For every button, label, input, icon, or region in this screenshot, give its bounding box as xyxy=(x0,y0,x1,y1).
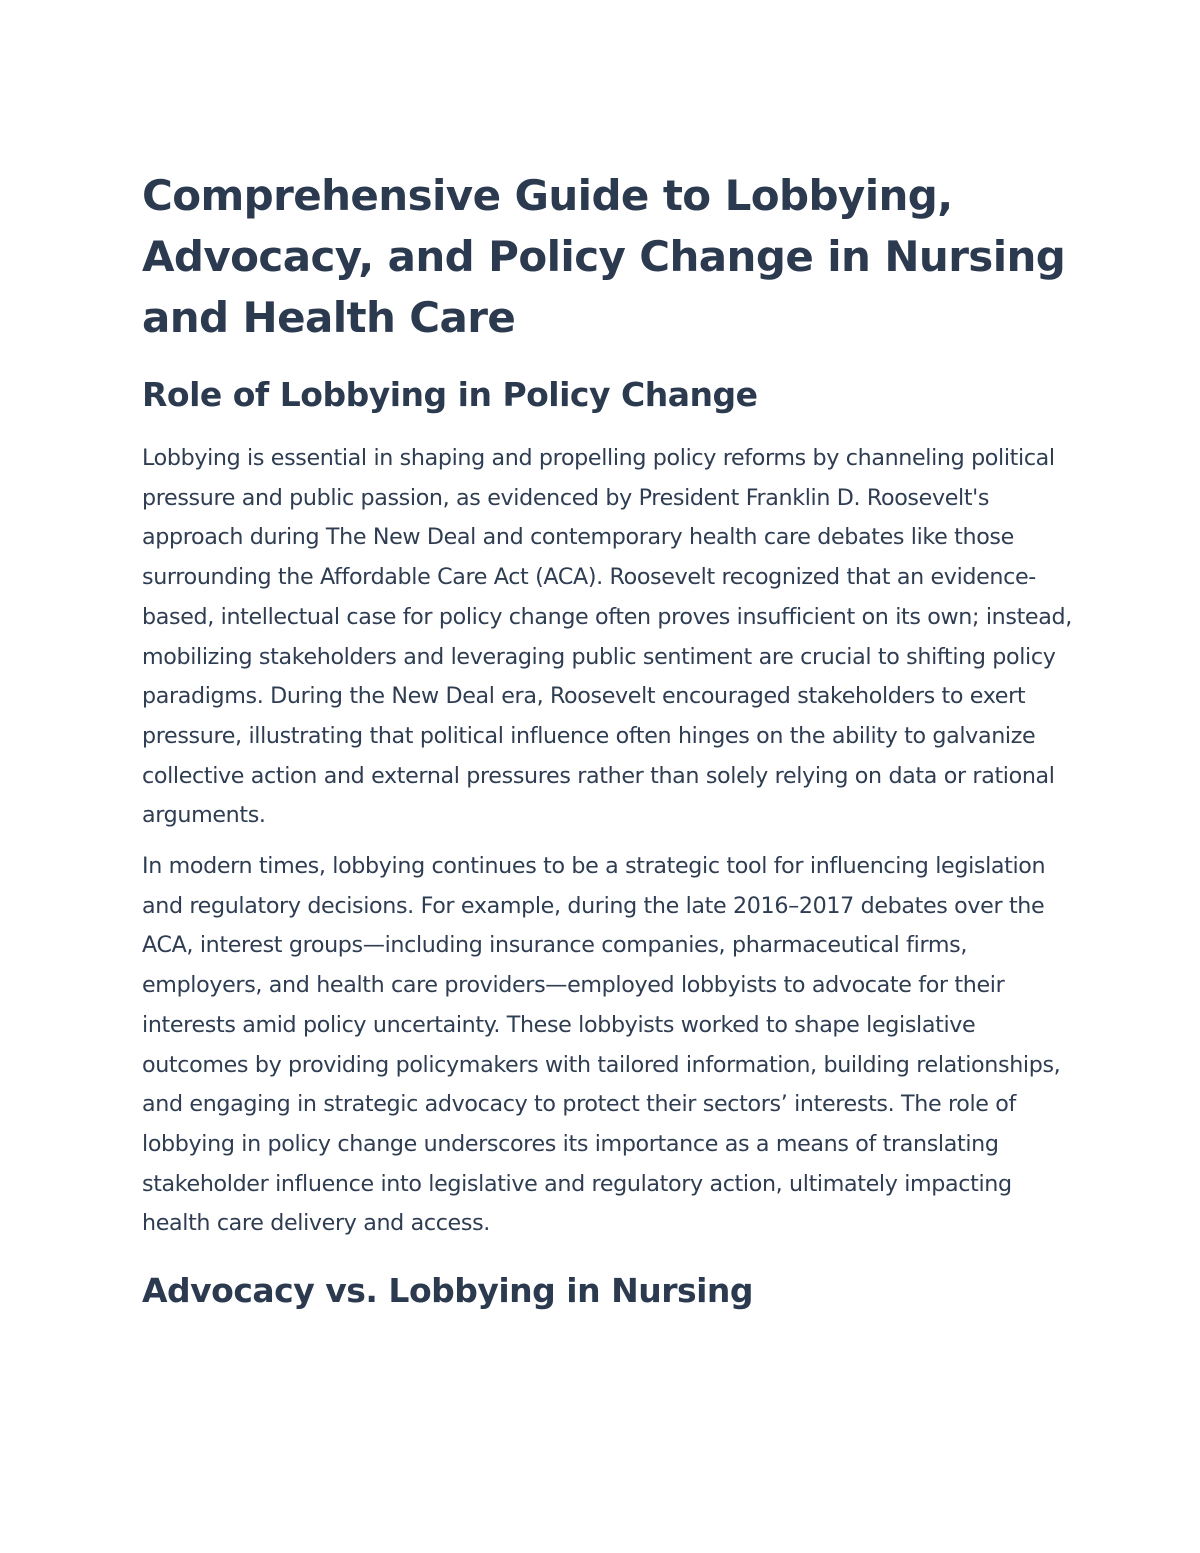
paragraph-roosevelt: Lobbying is essential in shaping and propelling policy reforms by channeling political pressure and public passion, as evidenced by President Franklin D. Roosevelt's approach during The New Deal and contemporary health care debates like those surrounding the Affordable Care Act (ACA). Roosevelt recognized that an evidence-based, intellectual case for policy change often proves insufficient on its own; instead, mobilizing stakeholders and leveraging public sentiment are crucial to shifting policy paradigms. During the New Deal era, Roosevelt encouraged stakeholders to exert pressure, illustrating that political influence often hinges on the ability to galvanize collective action and external pressures rather than solely relying on data or rational arguments. xyxy=(142,445,1072,829)
document-page xyxy=(142,165,1072,1313)
document-title: Comprehensive Guide to Lobbying, Advocacy, and Policy Change in Nursing and Health Care xyxy=(142,171,1066,342)
section-heading-role-of-lobbying: Role of Lobbying in Policy Change xyxy=(142,375,758,414)
section-heading-advocacy-vs-lobbying: Advocacy vs. Lobbying in Nursing xyxy=(142,1271,754,1311)
paragraph-modern-lobbying: In modern times, lobbying continues to be a strategic tool for influencing legislation and regulatory decisions. For example, during the late 2016–2017 debates over the ACA, interest groups—including insurance companies, pharmaceutical firms, employers, and health care providers—employed lobbyists to advocate for their interests amid policy uncertainty. These lobbyists worked to shape legislative outcomes by providing policymakers with tailored information, building relationships, and engaging in strategic advocacy to protect their sectors’ interests. The role of lobbying in policy change underscores its importance as a means of translating stakeholder influence into legislative and regulatory action, ultimately impacting health care delivery and access. xyxy=(142,853,1061,1237)
